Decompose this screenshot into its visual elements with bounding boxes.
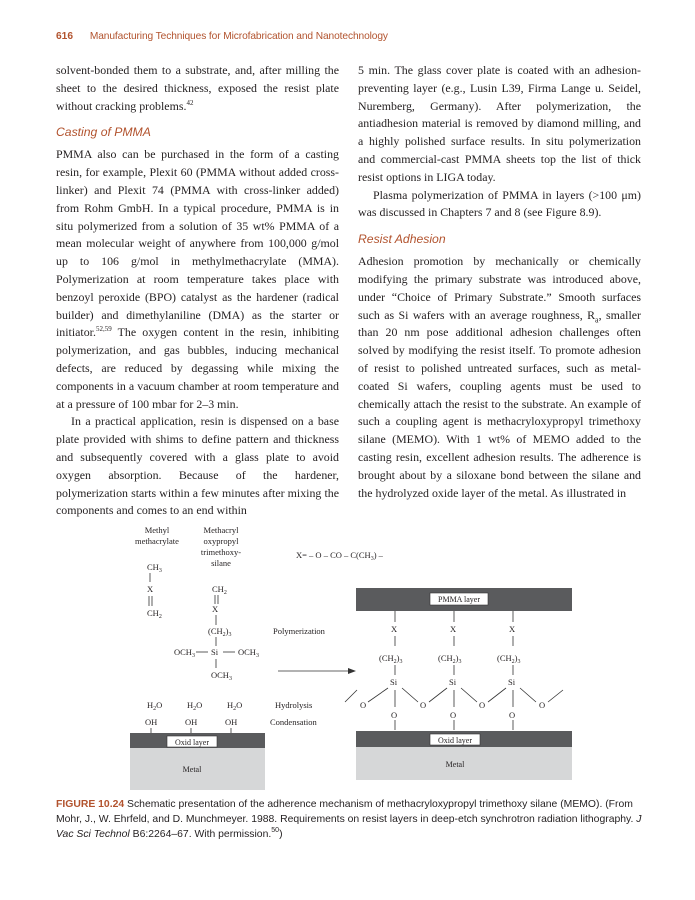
x-definition: X= – O – CO – $C(CH_3)$ –	[296, 550, 383, 562]
ch2-3-chain: $(CH_2)_3$	[438, 653, 462, 665]
water-molecule: $H_2O$	[227, 700, 243, 712]
oxygen-atom: O	[509, 710, 516, 720]
label-polymerization: Polymerization	[273, 626, 325, 636]
ch2-3-chain: $(CH_2)_3$	[497, 653, 521, 665]
oxygen-atom: O	[479, 700, 486, 710]
x-group: X	[212, 604, 219, 614]
ch2-group: $CH_2$	[212, 584, 227, 596]
left-column	[56, 62, 339, 520]
x-group: X	[147, 584, 154, 594]
figure-caption: FIGURE 10.24 Schematic presentation of the adherence mechanism of methacryloxypropyl trimethoxy silane (MEMO). (From Mohr, J., W. Ehrfeld, and D. Munchmeyer. 1988. Requirements on resist layers in deep-etch synchrotron radiation lithography. J Vac Sci Technol B6:2264–67. With permission.$^{50}$)	[56, 799, 642, 840]
paragraph: solvent-bonded them to a substrate, and, after milling the sheet to the desired thickness, exposed the resist plate without cracking problems.$^{42}$	[56, 63, 339, 113]
ch2-3-chain: $(CH_2)_3$	[208, 626, 232, 638]
hydroxyl-group: OH	[225, 717, 238, 727]
och3-left: $OCH_3$	[174, 647, 195, 659]
running-title: Manufacturing Techniques for Microfabrication and Nanotechnology	[89, 31, 388, 42]
citation: 52,59	[95, 325, 112, 334]
label-oxid-layer: Oxid layer	[175, 738, 209, 747]
label-hydrolysis: Hydrolysis	[275, 700, 313, 710]
label-metal: Metal	[445, 760, 465, 769]
x-group: X	[450, 624, 457, 634]
label-metal: Metal	[182, 765, 202, 774]
paragraph: Adhesion promotion by mechanically or chemically modifying the primary substrate was introduced above, under “Choice of Primary Substrate.” Smooth surfaces such as Si wafers with an average roughness, $R_a$, smaller than 20 nm pose additional adhesion challenges often solved by modifying the resist itself. To promote adhesion of resist to polished untreated surfaces, such as metal-coated Si wafers, coupling agents must be used to chemically attach the resist to the substrate. An example of such a coupling agent is methacryloxypropyl trimethoxy silane (MEMO). With 1 wt% of MEMO added to the casting resin, excellent adhesion results. The adherence is brought about by a siloxane bond between the silane and the hydrolyzed oxide layer of the metal. As illustrated in	[358, 254, 641, 500]
paragraph: PMMA also can be purchased in the form of a casting resin, for example, Plexit 60 (PMMA without added cross-linker) and Plexit 74 (PMMA with cross-linker added) from Rohm GmbH. In a typical procedure, PMMA is in situ polymerized from a solution of 35 wt% PMMA of a mean molecular weight of anywhere from 100,000 g/mol up to 106 g/mol in methylmethacrylate (MMA). Polymerization at room temperature takes place with benzoyl peroxide (BPO) catalyst as the hardener (radical builder) and dimethylaniline (DMA) as the starter or initiator.$^{52,59}$ The oxygen content in the resin, inhibiting polymerization, and gas bubbles, inducing mechanical defects, are reduced by degassing while mixing the components in a vacuum chamber at room temperature and at a pressure of 100 mbar for 2–3 min.	[56, 147, 339, 411]
x-group: X	[509, 624, 516, 634]
bonded-chain-1	[379, 611, 402, 687]
hydroxyl-group: OH	[185, 717, 198, 727]
label-oxypropyl: oxypropyl	[203, 536, 239, 546]
label-pmma-layer: PMMA layer	[438, 595, 480, 604]
label-oxid-layer: Oxid layer	[438, 736, 472, 745]
ch2-group: $CH_2$	[147, 608, 162, 620]
water-molecule: $H_2O$	[187, 700, 203, 712]
oxygen-atom: O	[391, 710, 398, 720]
oxygen-atom: O	[360, 700, 367, 710]
label-methacryl: Methacryl	[203, 525, 239, 535]
x-group: X	[391, 624, 398, 634]
page-number: 616	[56, 31, 73, 42]
bonded-chain-3	[497, 611, 520, 687]
page-header	[56, 31, 388, 42]
ch3-group: $CH_3$	[147, 562, 162, 574]
right-column	[358, 62, 641, 502]
oxygen-atom: O	[420, 700, 427, 710]
ch2-3-chain: $(CH_2)_3$	[379, 653, 403, 665]
paragraph: In a practical application, resin is dispensed on a base plate provided with shims to define pattern and thickness and subsequently covered with a glass plate to avoid oxygen absorption. Because of the hardener, polymerization starts within a few minutes after mixing the components and comes to an end within	[56, 414, 339, 518]
si-atom: Si	[508, 677, 516, 687]
label-methyl: Methyl	[144, 525, 170, 535]
si-atom: Si	[449, 677, 457, 687]
citation: 42	[186, 98, 194, 107]
paragraph: 5 min. The glass cover plate is coated with an adhesion-preventing layer (e.g., Lusin L39, Firma Lange u. Seidel, Nuremberg, Germany). After polymerization, the antiadhesion material is removed by diamond milling, and a highly polished surface results. In situ polymerization and commercial-cast PMMA sheets top the list of thick resist options in LIGA today.	[358, 63, 641, 184]
label-methacrylate: methacrylate	[135, 536, 179, 546]
figure-label: FIGURE 10.24	[56, 799, 125, 810]
siloxane-network	[345, 688, 563, 730]
och3-bottom: $OCH_3$	[211, 670, 232, 682]
hydroxyl-group: OH	[145, 717, 158, 727]
water-molecule: $H_2O$	[147, 700, 163, 712]
section-title-resist-adhesion: Resist Adhesion	[358, 232, 446, 247]
label-trimethoxy: trimethoxy-	[200, 547, 242, 557]
och3-right: $OCH_3$	[238, 647, 259, 659]
oxygen-atom: O	[450, 710, 457, 720]
figure-diagram	[120, 518, 580, 793]
si-atom: Si	[390, 677, 398, 687]
label-condensation: Condensation	[270, 717, 317, 727]
paragraph: Plasma polymerization of PMMA in layers (>100 μm) was discussed in Chapters 7 and 8 (see Figure 8.9).	[358, 187, 641, 220]
label-silane: silane	[211, 558, 231, 568]
oxygen-atom: O	[539, 700, 546, 710]
si-atom: Si	[211, 647, 219, 657]
bonded-chain-2	[438, 611, 461, 687]
section-title-casting-of-pmma: Casting of PMMA	[56, 125, 151, 140]
